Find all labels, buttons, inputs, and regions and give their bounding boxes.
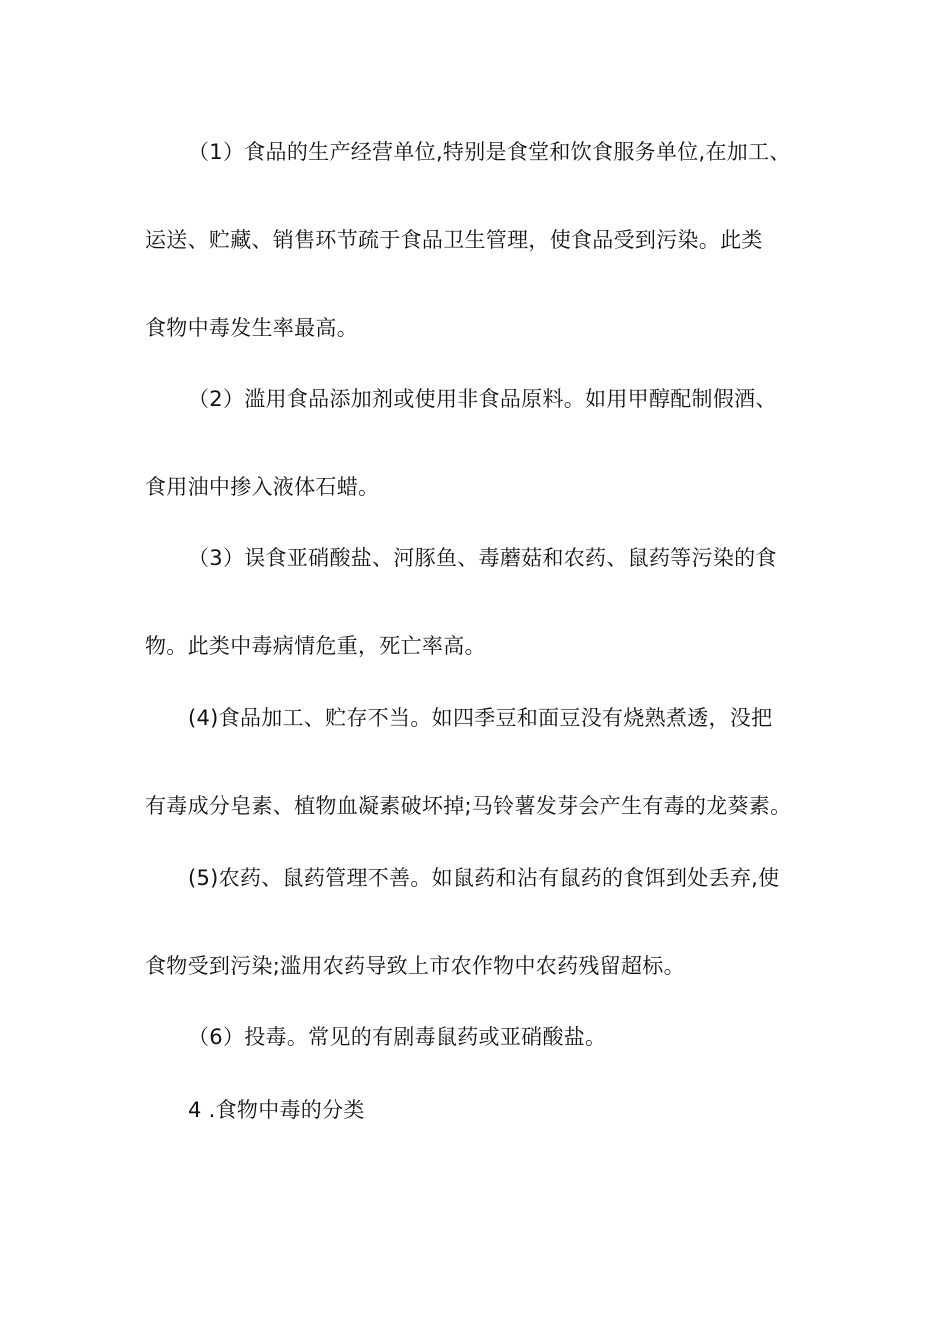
paragraph-5-line-1: (5)农药、鼠药管理不善。如鼠药和沾有鼠药的食饵到处丢弃,使: [188, 866, 780, 890]
paragraph-6-line-1: （6）投毒。常见的有剧毒鼠药或亚硝酸盐。: [188, 1025, 607, 1049]
paragraph-3-line-2: 物。此类中毒病情危重，死亡率高。: [145, 634, 486, 658]
paragraph-2-line-1: （2）滥用食品添加剂或使用非食品原料。如用甲醇配制假酒、: [188, 387, 777, 411]
paragraph-4-line-2: 有毒成分皂素、植物血凝素破坏掉;马铃薯发芽会产生有毒的龙葵素。: [145, 794, 792, 818]
paragraph-3-line-1: （3）误食亚硝酸盐、河豚鱼、毒蘑菇和农药、鼠药等污染的食: [188, 546, 777, 570]
paragraph-1-line-2: 运送、贮藏、销售环节疏于食品卫生管理，使食品受到污染。此类: [145, 228, 763, 252]
paragraph-1-line-3: 食物中毒发生率最高。: [145, 316, 358, 340]
paragraph-4-line-1: (4)食品加工、贮存不当。如四季豆和面豆没有烧熟煮透，没把: [188, 706, 773, 730]
section-heading: 4 .食物中毒的分类: [188, 1098, 365, 1122]
paragraph-2-line-2: 食用油中掺入液体石蜡。: [145, 475, 380, 499]
paragraph-5-line-2: 食物受到污染;滥用农药导致上市农作物中农药残留超标。: [145, 954, 685, 978]
paragraph-1-line-1: （1）食品的生产经营单位,特别是食堂和饮食服务单位,在加工、: [188, 140, 791, 164]
